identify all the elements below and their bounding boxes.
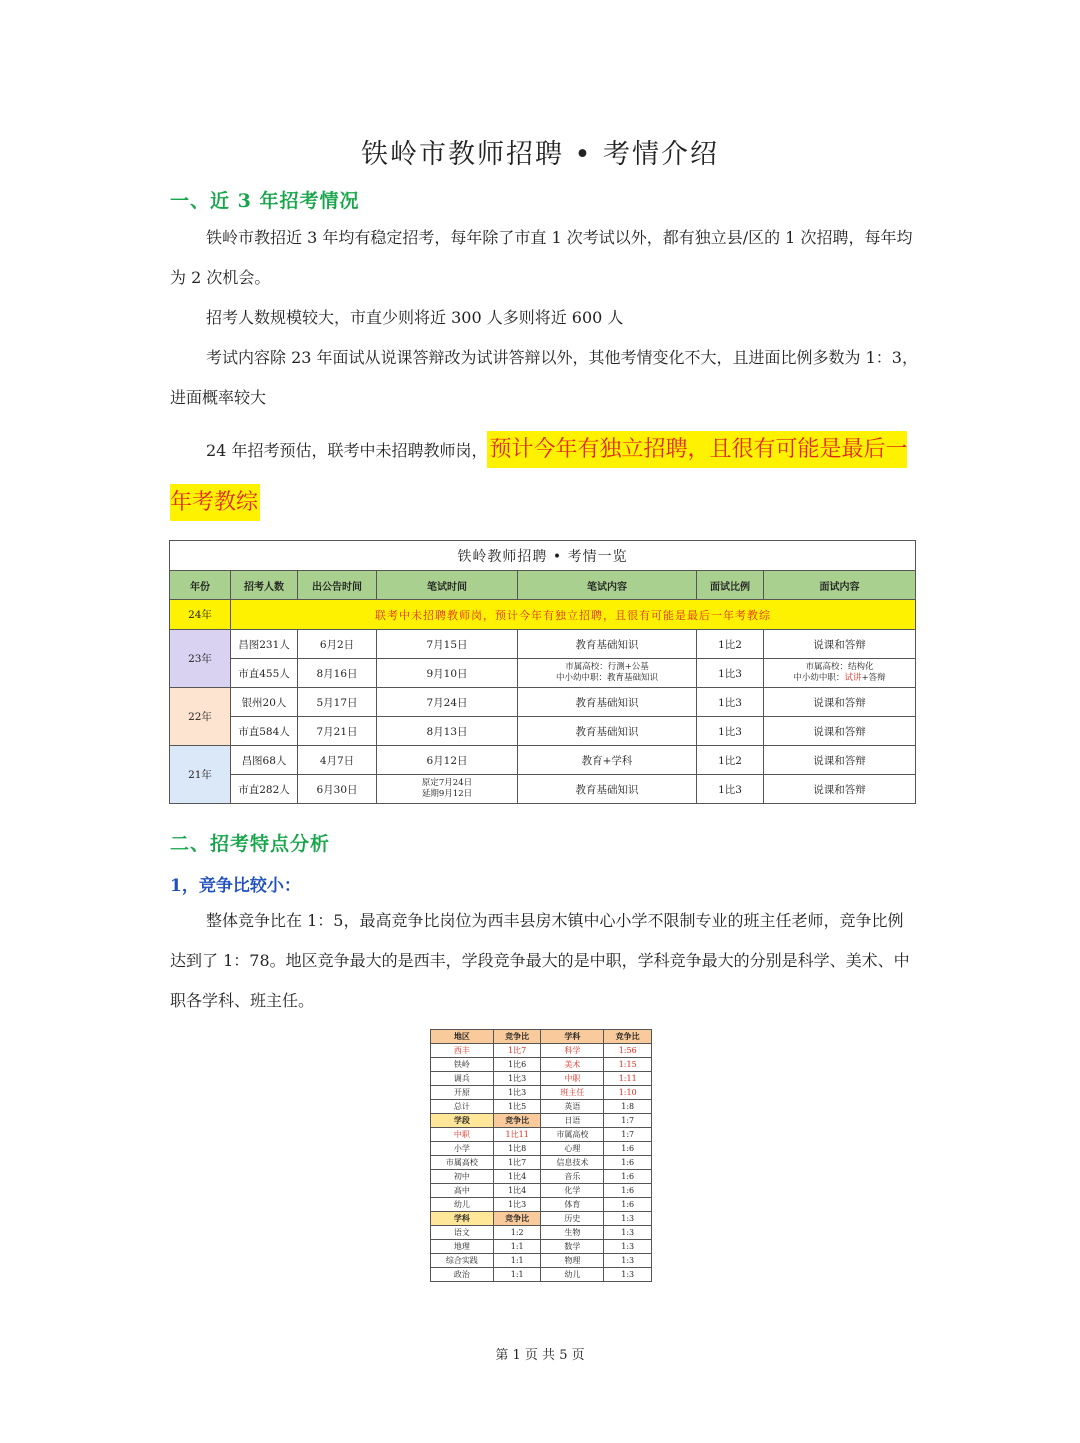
table-cell: 说课和答辩 [764, 746, 916, 775]
table-row [431, 1072, 652, 1086]
comp-cell: 1:3 [604, 1254, 652, 1268]
comp-cell: 竞争比 [493, 1114, 541, 1128]
comp-cell: 化学 [541, 1184, 604, 1198]
comp-cell: 心理 [541, 1142, 604, 1156]
year-cell: 23年 [170, 630, 231, 688]
comp-cell: 1:6 [604, 1170, 652, 1184]
table-cell: 8月13日 [377, 717, 518, 746]
table-row [431, 1142, 652, 1156]
table-cell: 1比2 [697, 746, 764, 775]
header-cell: 年份 [170, 571, 231, 600]
comp-cell: 开原 [431, 1086, 494, 1100]
header-cell: 面试内容 [764, 571, 916, 600]
comp-cell: 总计 [431, 1100, 494, 1114]
table-cell: 说课和答辩 [764, 630, 916, 659]
table-cell: 5月17日 [298, 688, 377, 717]
comp-cell: 1比8 [493, 1142, 541, 1156]
comp-cell: 调兵 [431, 1072, 494, 1086]
header-cell: 笔试内容 [518, 571, 697, 600]
table-row [431, 1226, 652, 1240]
comp-cell: 数学 [541, 1240, 604, 1254]
comp-header-cell: 竞争比 [493, 1030, 541, 1044]
comp-cell: 学段 [431, 1114, 494, 1128]
table-cell: 9月10日 [377, 659, 518, 688]
table-row [431, 1156, 652, 1170]
comp-cell: 1:3 [604, 1212, 652, 1226]
comp-cell: 日语 [541, 1114, 604, 1128]
cell-text: 中小幼中职： [793, 673, 845, 683]
comp-cell: 1:1 [493, 1240, 541, 1254]
table-row [431, 1184, 652, 1198]
table-cell: 说课和答辩 [764, 688, 916, 717]
comp-cell: 铁岭 [431, 1058, 494, 1072]
comp-cell: 学科 [431, 1212, 494, 1226]
comp-cell: 物理 [541, 1254, 604, 1268]
table-cell: 4月7日 [298, 746, 377, 775]
table-cell: 6月12日 [377, 746, 518, 775]
header-cell: 面试比例 [697, 571, 764, 600]
comp-cell: 中职 [431, 1128, 494, 1142]
comp-cell: 1:3 [604, 1240, 652, 1254]
table-cell [764, 659, 916, 688]
comp-cell: 市属高校 [541, 1128, 604, 1142]
comp-cell: 1比6 [493, 1058, 541, 1072]
table-row [431, 1212, 652, 1226]
exam-overview-table [169, 540, 916, 804]
comp-cell: 1:1 [493, 1268, 541, 1282]
comp-cell: 班主任 [541, 1086, 604, 1100]
comp-cell: 体育 [541, 1198, 604, 1212]
table-cell: 说课和答辩 [764, 717, 916, 746]
comp-cell: 1:11 [604, 1072, 652, 1086]
table-row [431, 1058, 652, 1072]
table-cell: 1比3 [697, 688, 764, 717]
table-row [431, 1198, 652, 1212]
table-cell: 6月2日 [298, 630, 377, 659]
table-row [431, 1100, 652, 1114]
comp-cell: 1:3 [604, 1268, 652, 1282]
comp-cell: 1比11 [493, 1128, 541, 1142]
comp-cell: 1比7 [493, 1044, 541, 1058]
cell-line: 延期9月12日 [421, 789, 473, 799]
subheading-competition: 1，竞争比较小： [170, 876, 301, 896]
competition-table [430, 1029, 652, 1282]
table-row [431, 1170, 652, 1184]
paragraph-5: 整体竞争比在 1：5，最高竞争比岗位为西丰县房木镇中心小学不限制专业的班主任老师，竞争比例达到了 1：78。地区竞争最大的是西丰，学段竞争最大的是中职，学科竞争最大的分别是科学、美术、中职各学科、班主任。 [170, 911, 910, 1010]
cell-line [764, 673, 915, 684]
comp-cell: 1比5 [493, 1100, 541, 1114]
table-caption: 铁岭教师招聘 • 考情一览 [170, 541, 916, 571]
table-cell: 说课和答辩 [764, 775, 916, 804]
section-heading-2: 二、招考特点分析 [170, 833, 331, 855]
table-cell: 1比3 [697, 717, 764, 746]
table-row [431, 1044, 652, 1058]
table-cell: 市直455人 [231, 659, 298, 688]
highlight-text: 预计今年有独立招聘，且很有可能是最后一年考教综 [170, 431, 907, 521]
comp-cell: 语文 [431, 1226, 494, 1240]
comp-cell: 幼儿 [541, 1268, 604, 1282]
comp-header-cell: 地区 [431, 1030, 494, 1044]
table-cell: 教育+学科 [518, 746, 697, 775]
comp-header-cell: 竞争比 [604, 1030, 652, 1044]
comp-cell: 1比4 [493, 1184, 541, 1198]
comp-cell: 1:3 [604, 1226, 652, 1240]
comp-cell: 竞争比 [493, 1212, 541, 1226]
table-cell: 1比2 [697, 630, 764, 659]
table-cell: 6月30日 [298, 775, 377, 804]
comp-cell: 高中 [431, 1184, 494, 1198]
header-cell: 笔试时间 [377, 571, 518, 600]
highlight-message: 联考中未招聘教师岗，预计今年有独立招聘，且很有可能是最后一年考教综 [231, 600, 916, 630]
year-cell: 21年 [170, 746, 231, 804]
comp-cell: 西丰 [431, 1044, 494, 1058]
comp-cell: 1:1 [493, 1254, 541, 1268]
table-cell: 市直584人 [231, 717, 298, 746]
year-cell: 24年 [170, 600, 231, 630]
comp-cell: 1:56 [604, 1044, 652, 1058]
year-cell: 22年 [170, 688, 231, 746]
comp-cell: 1比3 [493, 1072, 541, 1086]
comp-cell: 1:6 [604, 1142, 652, 1156]
table-cell: 昌图231人 [231, 630, 298, 659]
comp-cell: 1:7 [604, 1114, 652, 1128]
comp-cell: 幼儿 [431, 1198, 494, 1212]
comp-cell: 地理 [431, 1240, 494, 1254]
comp-cell: 1:6 [604, 1156, 652, 1170]
table-cell [518, 659, 697, 688]
comp-cell: 1比3 [493, 1086, 541, 1100]
comp-cell: 生物 [541, 1226, 604, 1240]
cell-line: 原定7月24日 [421, 778, 473, 788]
table-cell: 教育基础知识 [518, 775, 697, 804]
table-cell: 1比3 [697, 775, 764, 804]
table-cell: 教育基础知识 [518, 717, 697, 746]
table-cell: 7月24日 [377, 688, 518, 717]
table-row [431, 1114, 652, 1128]
table-cell [377, 775, 518, 804]
header-cell: 招考人数 [231, 571, 298, 600]
table-row [431, 1086, 652, 1100]
table-cell: 7月15日 [377, 630, 518, 659]
comp-cell: 1:6 [604, 1198, 652, 1212]
paragraph-4 [170, 424, 918, 530]
comp-cell: 美术 [541, 1058, 604, 1072]
table-cell: 8月16日 [298, 659, 377, 688]
comp-cell: 1:15 [604, 1058, 652, 1072]
paragraph-3: 考试内容除 23 年面试从说课答辩改为试讲答辩以外，其他考情变化不大，且进面比例多数为 1：3，进面概率较大 [170, 348, 918, 407]
page-title: 铁岭市教师招聘 • 考情介绍 [360, 139, 720, 170]
comp-cell: 小学 [431, 1142, 494, 1156]
comp-cell: 1:2 [493, 1226, 541, 1240]
comp-cell: 1:10 [604, 1086, 652, 1100]
comp-header-cell: 学科 [541, 1030, 604, 1044]
cell-line: 市属高校：结构化 [805, 662, 874, 672]
cell-line: 中小幼中职：教育基础知识 [555, 673, 658, 683]
cell-text: +答辩 [861, 673, 886, 683]
comp-cell: 科学 [541, 1044, 604, 1058]
comp-cell: 1比7 [493, 1156, 541, 1170]
comp-cell: 1:8 [604, 1100, 652, 1114]
table-cell: 教育基础知识 [518, 688, 697, 717]
table-cell: 市直282人 [231, 775, 298, 804]
comp-cell: 中职 [541, 1072, 604, 1086]
table-cell: 昌图68人 [231, 746, 298, 775]
comp-cell: 1:7 [604, 1128, 652, 1142]
comp-cell: 初中 [431, 1170, 494, 1184]
table-row [431, 1240, 652, 1254]
paragraph-4-prefix: 24 年招考预估，联考中未招聘教师岗， [206, 441, 488, 460]
table-row [431, 1254, 652, 1268]
comp-cell: 历史 [541, 1212, 604, 1226]
comp-cell: 1比3 [493, 1198, 541, 1212]
table-cell: 1比3 [697, 659, 764, 688]
comp-cell: 英语 [541, 1100, 604, 1114]
table-cell: 银州20人 [231, 688, 298, 717]
table-cell: 教育基础知识 [518, 630, 697, 659]
comp-cell: 市属高校 [431, 1156, 494, 1170]
table-row [431, 1128, 652, 1142]
comp-cell: 1:6 [604, 1184, 652, 1198]
table-cell: 7月21日 [298, 717, 377, 746]
header-cell: 出公告时间 [298, 571, 377, 600]
comp-cell: 信息技术 [541, 1156, 604, 1170]
page-footer: 第 1 页 共 5 页 [495, 1348, 585, 1363]
cell-line: 市属高校：行测+公基 [565, 662, 649, 672]
cell-text-red: 试讲 [844, 673, 862, 683]
comp-cell: 政治 [431, 1268, 494, 1282]
section-heading-1: 一、近 3 年招考情况 [170, 190, 360, 212]
comp-cell: 综合实践 [431, 1254, 494, 1268]
comp-cell: 音乐 [541, 1170, 604, 1184]
paragraph-1: 铁岭市教招近 3 年均有稳定招考，每年除了市直 1 次考试以外，都有独立县/区的 1 次招聘，每年均为 2 次机会。 [170, 228, 913, 287]
paragraph-2: 招考人数规模较大，市直少则将近 300 人多则将近 600 人 [206, 308, 624, 327]
comp-cell: 1比4 [493, 1170, 541, 1184]
table-row [431, 1268, 652, 1282]
